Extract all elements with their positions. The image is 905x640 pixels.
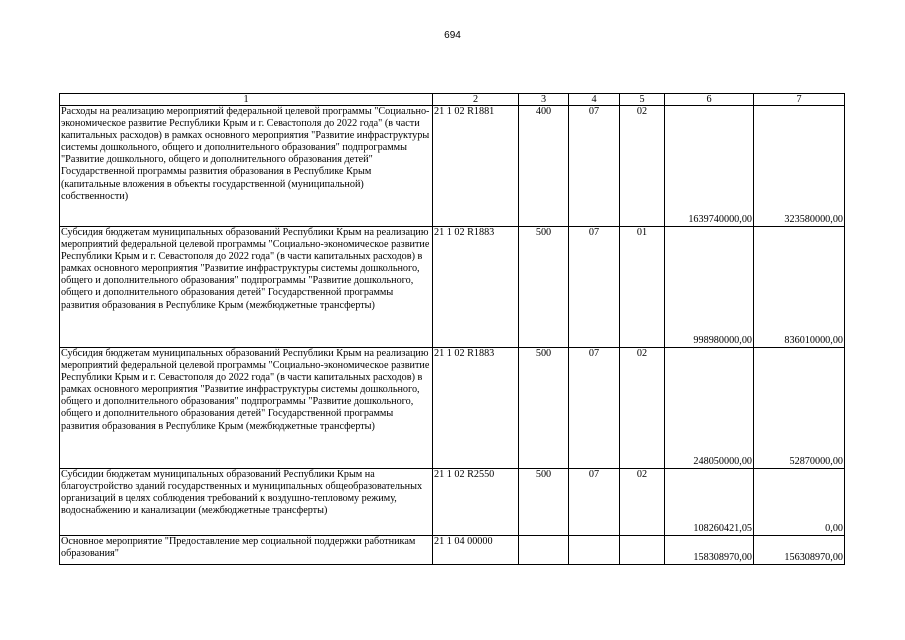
header-cell: 2 (433, 94, 519, 106)
row-description: Субсидия бюджетам муниципальных образований Республики Крым на реализацию мероприятий федеральной целевой программы "Социально-экономическое развитие Республики Крым и г. Севастополя до 2022 года" (в части капитальных расходов) в рамках основного мероприятия "Развитие инфраструктуры системы дошкольного, общего и дополнительного образования" подпрограммы "Развитие дошкольного, общего и дополнительного образования детей" Государственной программы развития образования в Республике Крым (межбюджетные трансферты) (60, 348, 433, 469)
row-col4: 07 (569, 227, 620, 348)
row-description: Субсидии бюджетам муниципальных образований Республики Крым на благоустройство зданий государственных и муниципальных общеобразовательных организаций в целях соблюдения требований к воздушно-тепловому режиму, водоснабжению и канализации (межбюджетные трансферты) (60, 469, 433, 536)
row-amount-col7: 156308970,00 (754, 536, 845, 565)
header-cell: 6 (665, 94, 754, 106)
row-code: 21 1 04 00000 (433, 536, 519, 565)
row-description: Основное мероприятие "Предоставление мер социальной поддержки работникам образования" (60, 536, 433, 565)
row-col5: 01 (620, 227, 665, 348)
row-col5: 02 (620, 348, 665, 469)
row-col3 (519, 536, 569, 565)
header-cell: 3 (519, 94, 569, 106)
row-col3: 400 (519, 106, 569, 227)
row-col3: 500 (519, 227, 569, 348)
table-row (60, 227, 845, 348)
budget-table (59, 93, 845, 565)
row-amount-col6: 998980000,00 (665, 227, 754, 348)
header-cell: 7 (754, 94, 845, 106)
row-col4: 07 (569, 469, 620, 536)
row-code: 21 1 02 R1883 (433, 348, 519, 469)
row-code: 21 1 02 R2550 (433, 469, 519, 536)
row-amount-col6: 158308970,00 (665, 536, 754, 565)
table-row (60, 469, 845, 536)
row-code: 21 1 02 R1881 (433, 106, 519, 227)
row-col5: 02 (620, 106, 665, 227)
row-col3: 500 (519, 469, 569, 536)
row-code: 21 1 02 R1883 (433, 227, 519, 348)
row-col4: 07 (569, 106, 620, 227)
row-description: Расходы на реализацию мероприятий федеральной целевой программы "Социально-экономическое развитие Республики Крым и г. Севастополя до 2022 года" (в части капитальных расходов) в рамках основного мероприятия "Развитие инфраструктуры системы дошкольного, общего и дополнительного образования" подпрограммы "Развитие дошкольного, общего и дополнительного образования детей" Государственной программы развития образования в Республике Крым (капитальные вложения в объекты государственной (муниципальной) собственности) (60, 106, 433, 227)
table-row (60, 106, 845, 227)
header-cell: 1 (60, 94, 433, 106)
table-row (60, 348, 845, 469)
row-col5: 02 (620, 469, 665, 536)
header-cell: 4 (569, 94, 620, 106)
row-amount-col6: 1639740000,00 (665, 106, 754, 227)
row-description: Субсидия бюджетам муниципальных образований Республики Крым на реализацию мероприятий федеральной целевой программы "Социально-экономическое развитие Республики Крым и г. Севастополя до 2022 года" (в части капитальных расходов) в рамках основного мероприятия "Развитие инфраструктуры системы дошкольного, общего и дополнительного образования" подпрограммы "Развитие дошкольного, общего и дополнительного образования детей" Государственной программы развития образования в Республике Крым (межбюджетные трансферты) (60, 227, 433, 348)
table-header-row (60, 94, 845, 106)
row-col4: 07 (569, 348, 620, 469)
header-cell: 5 (620, 94, 665, 106)
row-amount-col7: 0,00 (754, 469, 845, 536)
row-col4 (569, 536, 620, 565)
row-amount-col6: 108260421,05 (665, 469, 754, 536)
row-amount-col6: 248050000,00 (665, 348, 754, 469)
row-amount-col7: 52870000,00 (754, 348, 845, 469)
row-amount-col7: 323580000,00 (754, 106, 845, 227)
row-col5 (620, 536, 665, 565)
page-number: 694 (444, 30, 461, 41)
row-amount-col7: 836010000,00 (754, 227, 845, 348)
table-row (60, 536, 845, 565)
row-col3: 500 (519, 348, 569, 469)
